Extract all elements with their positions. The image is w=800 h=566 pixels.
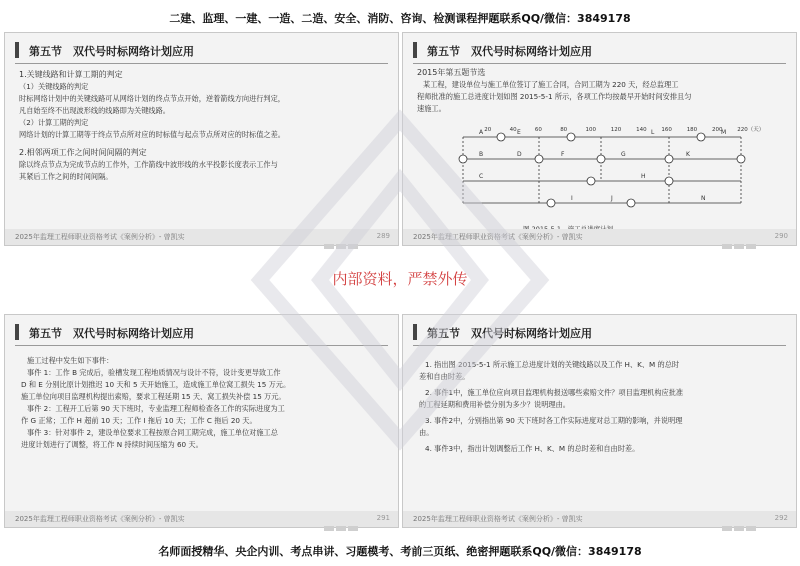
footer-decoration xyxy=(720,516,756,535)
page-number: 290 xyxy=(774,232,788,240)
activity-label: J xyxy=(611,195,613,202)
paragraph-line: 施工过程中发生如下事件： xyxy=(27,356,114,365)
slide-289 xyxy=(4,32,399,246)
activity-label: K xyxy=(686,151,690,158)
question-line: 4. 事件3中，指出计划调整后工作 H、K、M 的总时差和自由时差。 xyxy=(425,444,640,453)
slide-body xyxy=(419,359,789,455)
page-number: 291 xyxy=(376,514,390,522)
paragraph-line: 程师批准的施工总进度计划如图 2015-5-1 所示，各项工作均按最早开始时间安排且匀 xyxy=(417,92,692,101)
footer-decoration xyxy=(720,234,756,253)
slide-footer xyxy=(5,229,398,245)
slide-291 xyxy=(4,314,399,528)
title-marker xyxy=(15,324,19,340)
page-number: 292 xyxy=(774,514,788,522)
title-underline xyxy=(413,63,786,64)
header-banner: 二建、监理、一建、一造、二造、安全、消防、咨询、检测课程押题联系QQ/微信：3849178 xyxy=(169,12,631,25)
activity-label: M xyxy=(721,129,727,136)
paragraph-line: 事件 3：针对事件 2，建设单位要求工程按原合同工期完成，施工单位对施工总 xyxy=(27,428,278,437)
title-underline xyxy=(15,63,388,64)
footer-banner: 名师面授精华、央企内训、考点串讲、习题模考、考前三页纸、绝密押题联系QQ/微信：3849178 xyxy=(158,545,642,558)
paragraph-line: 事件 2：工程开工后第 90 天下班时，专业监理工程师检查各工作的实际进度为工 xyxy=(27,404,285,413)
confidential-notice: 内部资料，严禁外传 xyxy=(332,270,468,288)
activity-label: H xyxy=(641,173,646,180)
exam-subtitle: 2015年第五题节选 xyxy=(417,68,486,77)
time-tick-label: 140 xyxy=(636,127,647,133)
time-tick-label: 160 xyxy=(661,127,672,133)
footer-text: 2025年监理工程师职业资格考试《案例分析》- 曾凯实 xyxy=(15,515,185,523)
heading: 2.相邻两项工作之间时间间隔的判定 xyxy=(19,148,147,157)
slide-title: 第五节 双代号时标网络计划应用 xyxy=(427,45,592,58)
paragraph-line: 进度计划进行了调整，将工作 N 持续时间压缩为 60 天。 xyxy=(21,440,203,449)
paragraph-line: 除以终点节点为完成节点的工作外，工作箭线中波形线的水平投影长度表示工作与 xyxy=(19,160,278,169)
title-marker xyxy=(413,42,417,58)
footer-text: 2025年监理工程师职业资格考试《案例分析》- 曾凯实 xyxy=(413,233,583,241)
time-tick-label: 20 xyxy=(484,127,492,133)
slide-body xyxy=(417,67,789,115)
footer-decoration xyxy=(322,516,358,535)
activity-label: G xyxy=(621,151,626,158)
question-line: 由。 xyxy=(419,428,434,437)
footer-text: 2025年监理工程师职业资格考试《案例分析》- 曾凯实 xyxy=(413,515,583,523)
paragraph-line: 其紧后工作之间的时间间隔。 xyxy=(19,172,113,181)
activity-label: I xyxy=(571,195,573,202)
paragraph-line: 某工程，建设单位与施工单位签订了施工合同，合同工期为 220 天，经总监理工 xyxy=(423,80,679,89)
slide-title: 第五节 双代号时标网络计划应用 xyxy=(29,327,194,340)
paragraph-line: 施工单位向项目监理机构提出索赔，要求工程延期 15 天、窝工损失补偿 15 万元。 xyxy=(21,392,286,401)
paragraph-line: 凡自始至终不出现波形线的线路即为关键线路。 xyxy=(19,106,170,115)
slide-body xyxy=(19,69,391,183)
slide-body xyxy=(21,355,391,451)
activity-label: E xyxy=(517,129,521,136)
slide-title: 第五节 双代号时标网络计划应用 xyxy=(427,327,592,340)
subheading: （1）关键线路的判定 xyxy=(19,82,89,91)
time-tick-label: 220（天） xyxy=(737,127,765,133)
slide-header xyxy=(403,33,796,65)
activity-label: N xyxy=(701,195,706,202)
time-tick-label: 180 xyxy=(686,127,698,133)
slide-290 xyxy=(402,32,797,246)
question-line: 差和自由时差。 xyxy=(419,372,470,381)
time-tick-label: 120 xyxy=(610,127,622,133)
paragraph-line: 作 G 正常；工作 H 超前 10 天；工作 I 拖后 10 天；工作 C 拖后 20 天。 xyxy=(21,416,257,425)
slide-footer xyxy=(403,229,796,245)
time-tick-label: 200 xyxy=(712,127,723,133)
time-tick-label: 80 xyxy=(560,127,568,133)
title-marker xyxy=(413,324,417,340)
slide-header xyxy=(403,315,796,347)
paragraph-line: 时标网络计划中的关键线路可从网络计划的终点节点开始，逆着箭线方向进行判定， xyxy=(19,94,285,103)
slide-header xyxy=(5,315,398,347)
activity-label: D xyxy=(517,151,522,158)
activity-label: B xyxy=(479,151,484,158)
time-tick-label: 100 xyxy=(585,127,596,133)
paragraph-line: 网络计划的计算工期等于终点节点所对应的时标值与起点节点所对应的时标值之差。 xyxy=(19,130,285,139)
network-diagram xyxy=(441,123,765,219)
subheading: （2）计算工期的判定 xyxy=(19,118,89,127)
paragraph-line: D 和 E 分别比原计划推迟 10 天和 5 天开始施工，造成施工单位窝工损失 15 万元。 xyxy=(21,380,291,389)
time-tick-label: 40 xyxy=(509,127,517,133)
title-underline xyxy=(413,345,786,346)
heading: 1.关键线路和计算工期的判定 xyxy=(19,70,123,79)
activity-label: C xyxy=(479,173,484,180)
title-underline xyxy=(15,345,388,346)
footer-text: 2025年监理工程师职业资格考试《案例分析》- 曾凯实 xyxy=(15,233,185,241)
slide-title: 第五节 双代号时标网络计划应用 xyxy=(29,45,194,58)
question-line: 的工程延期和费用补偿分别为多少？说明理由。 xyxy=(419,400,570,409)
slide-footer xyxy=(403,511,796,527)
page-number: 289 xyxy=(376,232,390,240)
activity-label: L xyxy=(651,129,655,136)
time-tick-label: 60 xyxy=(534,127,542,133)
slide-footer xyxy=(5,511,398,527)
slide-292 xyxy=(402,314,797,528)
activity-label: F xyxy=(561,151,565,158)
slide-header xyxy=(5,33,398,65)
activity-label: A xyxy=(479,129,484,136)
paragraph-line: 速施工。 xyxy=(417,104,446,113)
footer-decoration xyxy=(322,234,358,253)
title-marker xyxy=(15,42,19,58)
question-line: 2. 事件1中，施工单位应向项目监理机构报送哪些索赔文件？项目监理机构应批准 xyxy=(425,388,684,397)
question-line: 3. 事件2中，分别指出第 90 天下班时各工作实际进度对总工期的影响，并说明理 xyxy=(425,416,683,425)
paragraph-line: 事件 1：工作 B 完成后，验槽发现工程地质情况与设计不符，设计变更导致工作 xyxy=(27,368,281,377)
question-line: 1. 指出图 2015-5-1 所示施工总进度计划的关键线路以及工作 H、K、M 的总时 xyxy=(425,360,680,369)
